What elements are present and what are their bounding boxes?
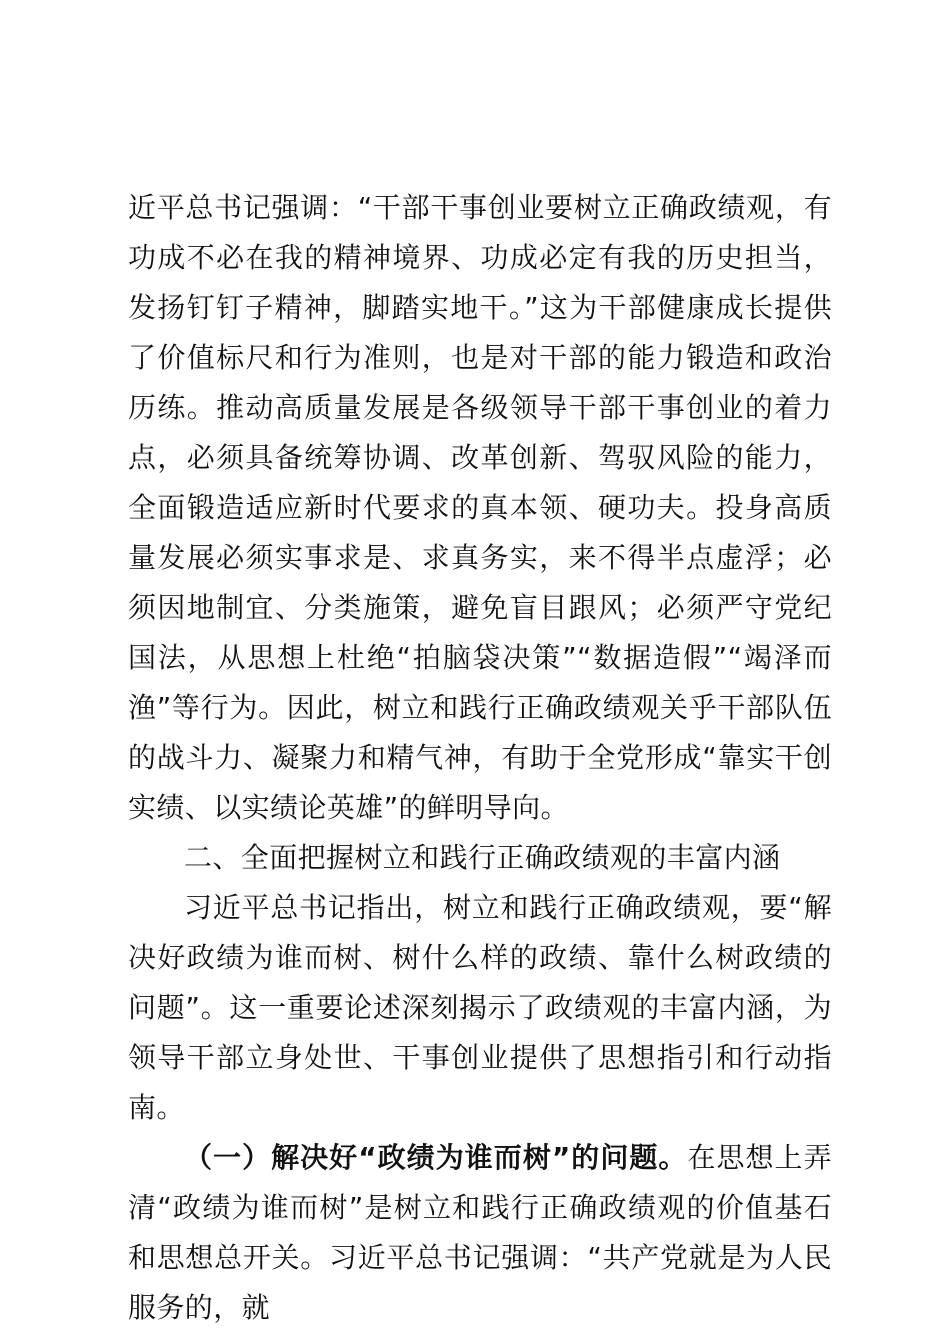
body-paragraph-1: 近平总书记强调：“干部干事创业要树立正确政绩观，有功成不必在我的精神境界、功成必定有我的历史担当，发扬钉钉子精神，脚踏实地干。”这为干部健康成长提供了价值标尺和行为准则，也是对干部的能力锻造和政治历练。推动高质量发展是各级领导干部干事创业的着力点，必须具备统筹协调、改革创新、驾驭风险的能力，全面锻造适应新时代要求的真本领、硬功夫。投身高质量发展必须实事求是、求真务实，来不得半点虚浮；必须因地制宜、分类施策，避免盲目跟风；必须严守党纪国法，从思想上杜绝“拍脑袋决策”“数据造假”“竭泽而渔”等行为。因此，树立和践行正确政绩观关乎干部队伍的战斗力、凝聚力和精气神，有助于全党形成“靠实干创实绩、以实绩论英雄”的鲜明导向。: [128, 191, 832, 824]
section-heading-2: 二、全面把握树立和践行正确政绩观的丰富内涵: [184, 841, 781, 874]
subsection-text: 在思想上弄清“政绩为谁而树”是树立和践行正确政绩观的价值基石和思想总开关。习近平总书记强调：“共产党就是为人民服务的，就: [128, 1141, 832, 1324]
document-page: [128, 183, 832, 1333]
body-paragraph-2: 习近平总书记指出，树立和践行正确政绩观，要“解决好政绩为谁而树、树什么样的政绩、靠什么树政绩的问题”。这一重要论述深刻揭示了政绩观的丰富内涵，为领导干部立身处世、干事创业提供了思想指引和行动指南。: [128, 891, 832, 1124]
subsection-title: （一）解决好“政绩为谁而树”的问题。: [184, 1141, 688, 1174]
subsection-paragraph: [128, 1133, 832, 1333]
